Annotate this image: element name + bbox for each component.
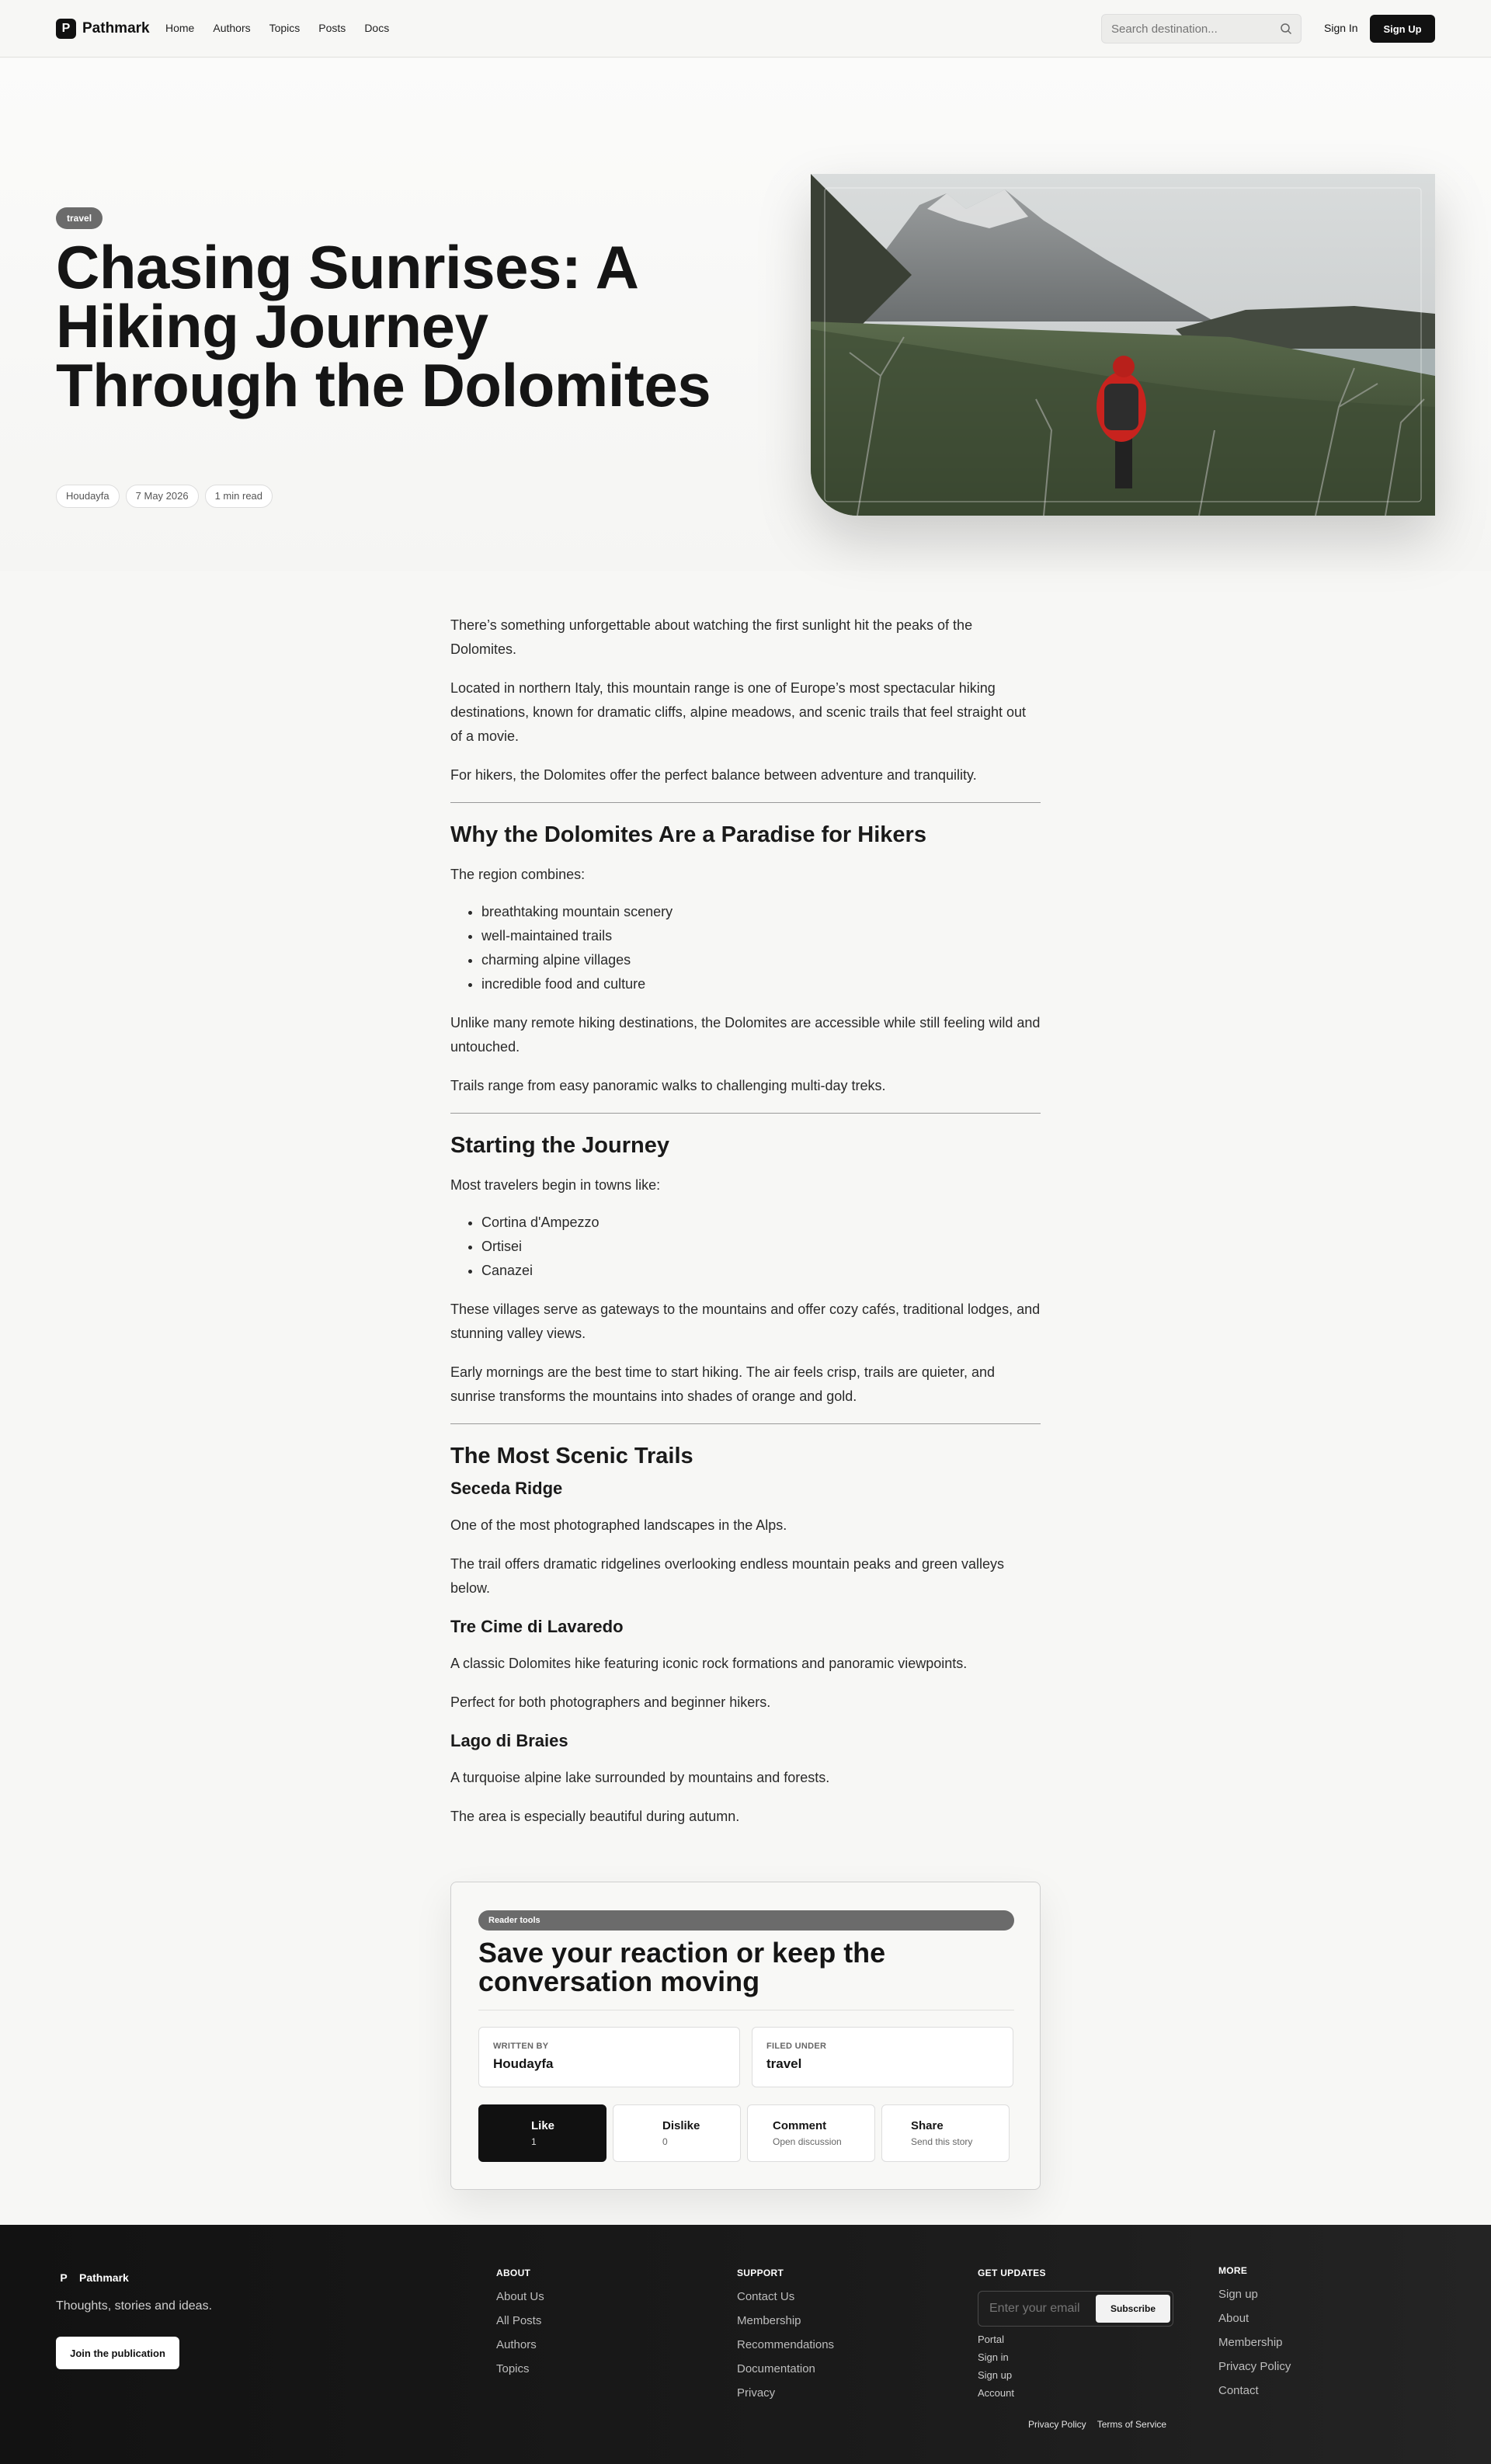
filed-under-value: travel [766,2056,802,2071]
intro-paragraph: There’s something unforgettable about watching the first sunlight hit the peaks of the Dolomites. [450,617,973,657]
site-logo[interactable] [56,19,150,39]
footer-link[interactable]: Authors [496,2338,537,2351]
nav-link-authors[interactable]: Authors [213,22,251,34]
filed-under-box[interactable] [752,2027,1013,2087]
intro-paragraph: Located in northern Italy, this mountain range is one of Europe’s most spectacular hiking destinations, known for dramatic cliffs, alpine meadows, and scenic trails that feel straight out of a movie. [450,680,1027,744]
list-item: • charming alpine villages [481,948,1041,972]
join-publication-button[interactable]: Join the publication [56,2337,179,2369]
footer-mini-link[interactable]: Portal [978,2334,1004,2345]
post-meta [56,485,273,508]
section-divider [450,802,1041,803]
like-count: 1 [531,2136,537,2147]
like-button[interactable] [478,2104,606,2162]
post-title: Chasing Sunrises: A Hiking Journey Through the Dolomites [56,233,711,419]
trail-heading: Seceda Ridge [450,1479,563,1498]
footer-more-heading: MORE [1218,2265,1248,2276]
footer-link[interactable]: Membership [1218,2336,1283,2349]
footer-link[interactable]: Contact Us [737,2290,795,2303]
list-item: • incredible food and culture [481,972,1041,996]
hero-image [811,174,1435,516]
paragraph: The trail offers dramatic ridgelines overlooking endless mountain peaks and green valleys below. [450,1556,1005,1596]
nav-link-topics[interactable]: Topics [269,22,301,34]
like-label: Like [531,2119,555,2132]
list-item: • breathtaking mountain scenery [481,900,1041,924]
paragraph: One of the most photographed landscapes in the Alps. [450,1517,787,1533]
search-icon[interactable] [1280,23,1292,35]
list-item: • well-maintained trails [481,924,1041,948]
trail-heading: Tre Cime di Lavaredo [450,1617,624,1636]
footer-link[interactable]: Documentation [737,2362,815,2375]
intro-paragraph: For hikers, the Dolomites offer the perfect balance between adventure and tranquility. [450,767,977,783]
paragraph: The area is especially beautiful during autumn. [450,1809,740,1824]
trail-heading: Lago di Braies [450,1731,568,1750]
written-by-box[interactable] [478,2027,740,2087]
site-footer [0,2225,1491,2464]
footer-support-column [737,2268,834,2410]
comment-label: Comment [773,2119,827,2132]
dislike-button[interactable] [613,2104,741,2162]
section-divider [450,1423,1041,1424]
author-pill[interactable]: Houdayfa [56,485,120,508]
list-item: • Cortina d'Ampezzo [481,1211,1041,1235]
subscribe-button[interactable]: Subscribe [1096,2295,1170,2323]
footer-tagline: Thoughts, stories and ideas. [56,2299,213,2313]
logo-text: Pathmark [82,20,150,36]
list-item: • Canazei [481,1259,1041,1283]
article-body [450,613,1041,1844]
bullet-list [481,1211,1041,1283]
footer-brand-name: Pathmark [79,2271,129,2284]
footer-updates-column [978,2268,1046,2290]
footer-link[interactable]: Privacy [737,2386,776,2400]
share-button[interactable] [881,2104,1010,2162]
nav-links [165,22,389,34]
footer-updates-heading: GET UPDATES [978,2268,1046,2278]
paragraph: A classic Dolomites hike featuring iconic rock formations and panoramic viewpoints. [450,1656,968,1671]
read-time-pill: 1 min read [205,485,273,508]
logo-mark: P [56,19,76,39]
reader-tools-title: Save your reaction or keep the conversation moving [478,1937,886,1997]
sign-in-link[interactable]: Sign In [1324,22,1358,34]
bullet-list [481,900,1041,996]
footer-logo-mark: P [60,2271,68,2284]
written-by-value: Houdayfa [493,2056,554,2071]
footer-link[interactable]: About [1218,2312,1249,2325]
footer-link[interactable]: Privacy Policy [1218,2360,1291,2373]
email-input[interactable] [978,2292,1095,2326]
section-heading: Why the Dolomites Are a Paradise for Hikers [450,822,926,847]
footer-about-column [496,2268,544,2386]
footer-about-heading: ABOUT [496,2268,531,2278]
footer-link[interactable]: Sign up [1218,2288,1258,2301]
paragraph: Trails range from easy panoramic walks to challenging multi-day treks. [450,1078,886,1093]
paragraph: Early mornings are the best time to start hiking. The air feels crisp, trails are quieter, and sunrise transforms the mountains into shades of orange and gold. [450,1364,995,1404]
list-item: • Ortisei [481,1235,1041,1259]
footer-link[interactable]: Contact [1218,2384,1259,2397]
reader-tools-tag: Reader tools [478,1910,1014,1931]
paragraph: These villages serve as gateways to the mountains and offer cozy cafés, traditional lodges, and stunning valley views. [450,1302,1041,1341]
footer-mini-link[interactable]: Account [978,2387,1014,2399]
footer-support-heading: SUPPORT [737,2268,784,2278]
footer-link[interactable]: Topics [496,2362,530,2375]
dislike-count: 0 [662,2136,668,2147]
comment-subtitle: Open discussion [773,2136,842,2147]
sign-up-button[interactable]: Sign Up [1370,15,1435,43]
search-input[interactable] [1102,15,1273,43]
nav-link-posts[interactable]: Posts [318,22,346,34]
paragraph: Unlike many remote hiking destinations, the Dolomites are accessible while still feeling wild and untouched. [450,1015,1041,1055]
footer-mini-link[interactable]: Sign in [978,2351,1009,2363]
privacy-policy-link[interactable]: Privacy Policy [1028,2419,1086,2430]
paragraph: Perfect for both photographers and beginner hikers. [450,1694,771,1710]
footer-legal-links [1028,2419,1166,2430]
paragraph: A turquoise alpine lake surrounded by mountains and forests. [450,1770,830,1785]
nav-link-home[interactable]: Home [165,22,195,34]
share-subtitle: Send this story [911,2136,973,2147]
filed-under-label: FILED UNDER [766,2042,827,2051]
written-by-label: WRITTEN BY [493,2042,549,2051]
section-heading: The Most Scenic Trails [450,1444,693,1468]
footer-account-links [978,2334,1014,2405]
paragraph: The region combines: [450,867,586,882]
top-nav [0,0,1491,57]
search-box [1101,14,1302,43]
nav-link-docs[interactable]: Docs [364,22,390,34]
paragraph: Most travelers begin in towns like: [450,1177,661,1193]
section-heading: Starting the Journey [450,1133,669,1158]
footer-more-column [1218,2265,1291,2408]
footer-link[interactable]: Membership [737,2314,801,2327]
reader-tools-card [450,1882,1041,2190]
footer-link[interactable]: About Us [496,2290,544,2303]
footer-link[interactable]: All Posts [496,2314,542,2327]
footer-mini-link[interactable]: Sign up [978,2369,1013,2381]
footer-link[interactable]: Recommendations [737,2338,835,2351]
footer-logo[interactable] [56,2270,129,2285]
terms-of-service-link[interactable]: Terms of Service [1097,2419,1167,2430]
date-pill: 7 May 2026 [126,485,199,508]
post-tag[interactable]: travel [56,207,103,229]
section-divider [450,1113,1041,1114]
comment-button[interactable] [747,2104,875,2162]
dislike-label: Dislike [662,2119,700,2132]
newsletter-form [978,2291,1173,2327]
reaction-actions [478,2104,1010,2162]
share-label: Share [911,2119,944,2132]
